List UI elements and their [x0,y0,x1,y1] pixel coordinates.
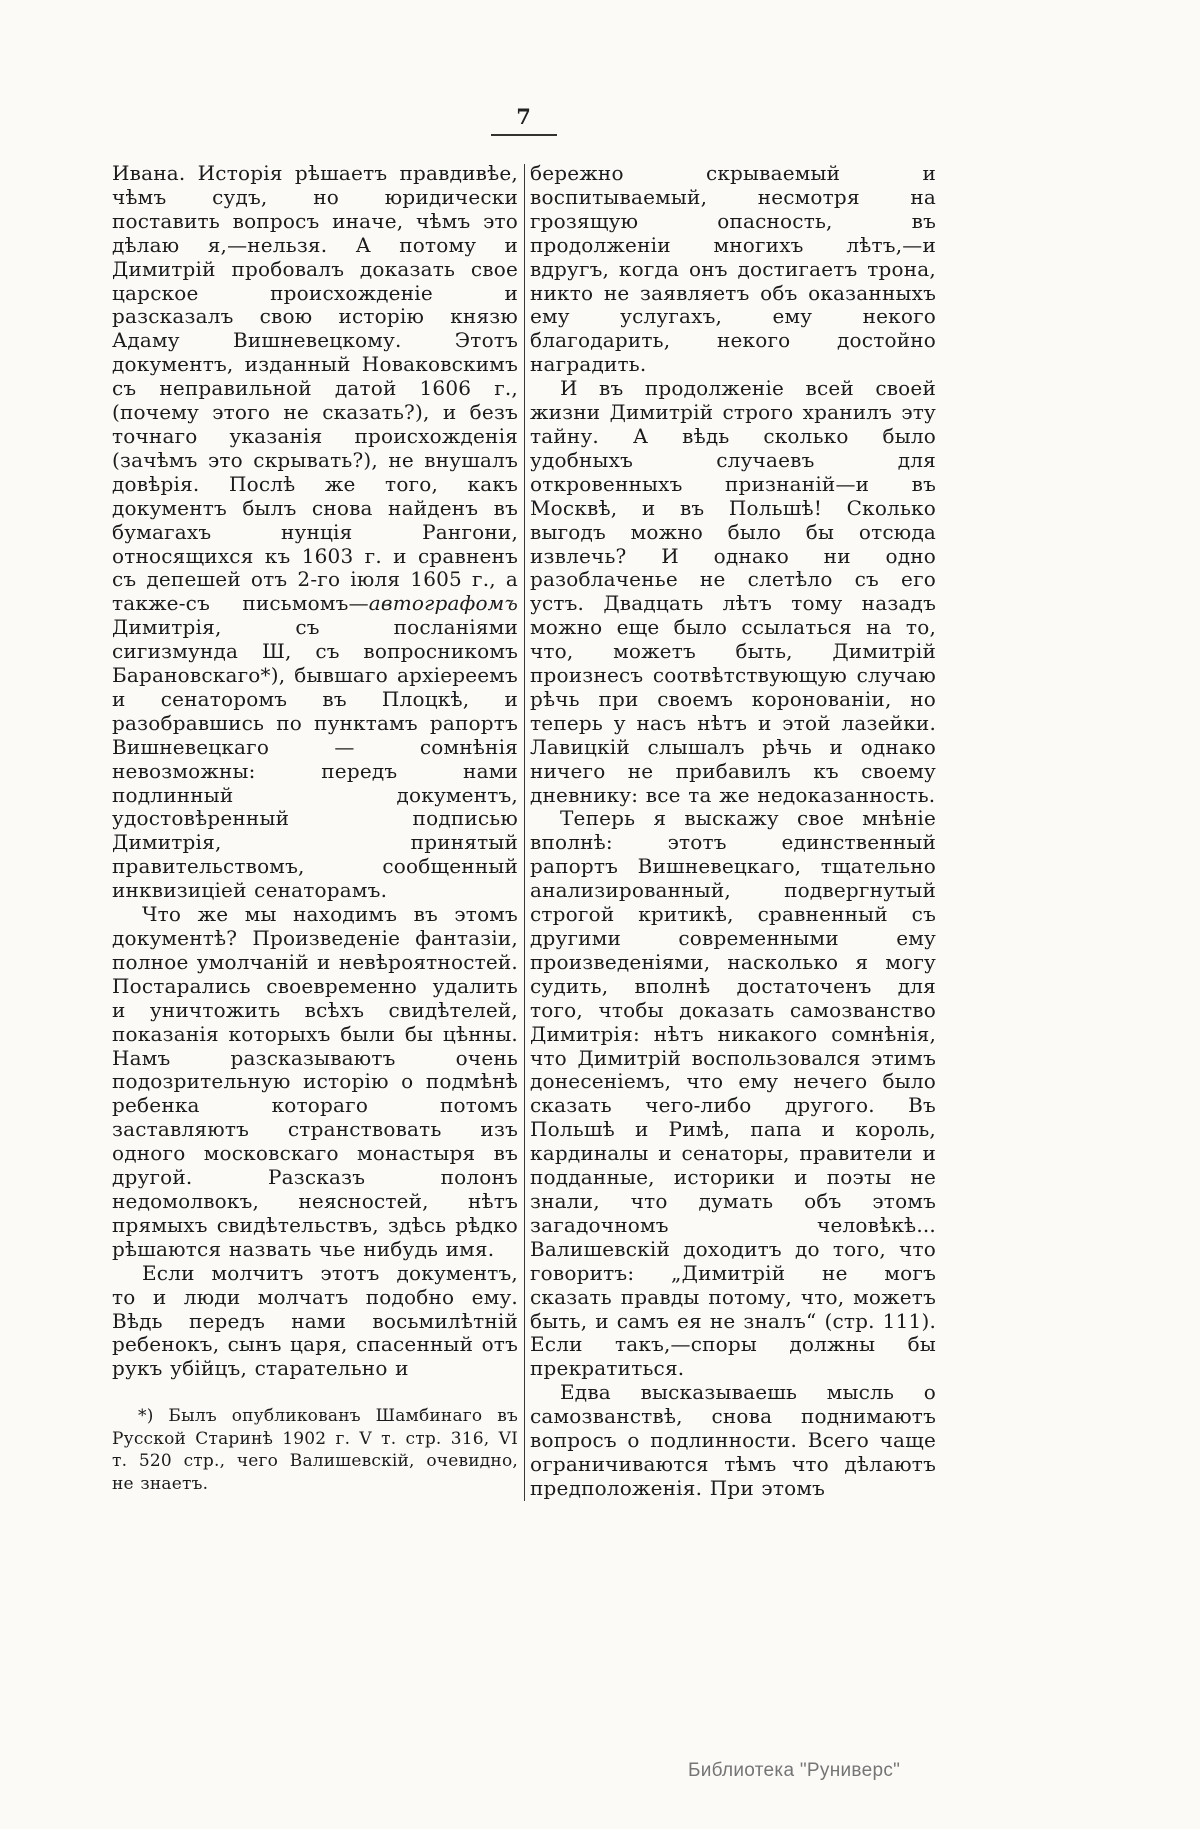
paragraph: бережно скрываемый и воспитываемый, несмотря на грозящую опасность, въ продолженіи многихъ лѣтъ,—и вдругъ, когда онъ достигаетъ трона, никто не заявляетъ объ оказанныхъ ему услугахъ, ему некого благодарить, некого достойно наградить. [530,161,936,377]
footnote-text: *) Былъ опубликованъ Шамбинаго въ Русской Старинѣ 1902 г. V т. стр. 316, VI т. 520 стр., чего Валишевскій, очевидно, не знаетъ. [112,1406,518,1494]
footnote [112,1405,518,1495]
right-column [530,162,936,1501]
paragraph: Теперь я выскажу свое мнѣніе вполнѣ: этотъ единственный рапортъ Вишневецкаго, тщательно анализированный, подвергнутый строгой критикѣ, сравненный съ другими современными ему произведеніями, насколько я могу судить, вполнѣ достаточенъ для того, чтобы доказать самозванство Димитрія: нѣтъ никакого сомнѣнія, что Димитрій воспользовался этимъ донесеніемъ, что ему нечего было сказать чего-либо другого. Въ Польшѣ и Римѣ, папа и король, кардиналы и сенаторы, правители и подданные, историки и поэты не знали, что думать объ этомъ загадочномъ человѣкѣ... Валишевскій доходитъ до того, что говоритъ: „Димитрій не могъ сказать правды потому, что, можетъ быть, и самъ ея не зналъ“ (стр. 111). Если такъ,—споры должны бы прекратиться. [530,806,936,1381]
paragraph: Едва высказываешь мысль о самозванствѣ, снова поднимаютъ вопросъ о подлинности. Всего чаще ограничиваются тѣмъ что дѣлаютъ предположенія. При этомъ [530,1380,936,1500]
page-number: 7 [516,104,532,129]
two-column-text-block [112,162,936,1501]
page-header [112,104,936,136]
library-watermark: Библиотека "Руниверс" [688,1760,901,1781]
paragraph [112,162,518,903]
page-number-rule [491,134,557,136]
italic-word: автографомъ [368,591,518,616]
column-divider-rule [524,164,525,1501]
paragraph: Что же мы находимъ въ этомъ документѣ? Произведеніе фантазіи, полное умолчаній и невѣроятностей. Постарались своевременно удалить и уничтожить всѣхъ свидѣтелей, показанія которыхъ были бы цѣнны. Намъ разсказываютъ очень подозрительную исторію о подмѣнѣ ребенка котораго потомъ заставляютъ странствовать изъ одного московскаго монастыря въ другой. Разсказъ полонъ недомолвокъ, неясностей, нѣтъ прямыхъ свидѣтельствъ, здѣсь рѣдко рѣшаются назвать чье нибудь имя. [112,902,518,1261]
page-content [112,0,936,1501]
left-column [112,162,518,1501]
paragraph-text: Димитрія, съ посланіями сигизмунда Ш, съ вопросникомъ Барановскаго*), бывшаго архіереемъ и сенаторомъ въ Плоцкѣ, и разобравшись по пунктамъ рапортъ Вишневецкаго — сомнѣнія невозможны: передъ нами подлинный документъ, удостовѣренный подписью Димитрія, принятый правительствомъ, сообщенный инквизиціей сенаторамъ. [112,615,518,903]
paragraph: И въ продолженіе всей своей жизни Димитрій строго хранилъ эту тайну. А вѣдь сколько было удобныхъ случаевъ для откровенныхъ признаній—и въ Москвѣ, и въ Польшѣ! Сколько выгодъ можно было бы отсюда извлечь? И однако ни одно разоблаченье не слетѣло съ его устъ. Двадцать лѣтъ тому назадъ можно еще было ссылаться на то, что, можетъ быть, Димитрій произнесъ соотвѣтствующую случаю рѣчь при своемъ коронованіи, но теперь у насъ нѣтъ и этой лазейки. Лавицкій слышалъ рѣчь и однако ничего не прибавилъ къ своему дневнику: все та же недоказанность. [530,376,936,807]
paragraph: Если молчитъ этотъ документъ, то и люди молчатъ подобно ему. Вѣдь передъ нами восьмилѣтній ребенокъ, сынъ царя, спасенный отъ рукъ убійцъ, старательно и [112,1260,518,1381]
paragraph-text: Ивана. Исторія рѣшаетъ правдивѣе, чѣмъ судъ, но юридически поставить вопросъ иначе, чѣмъ это дѣлаю я,—нельзя. А потому и Димитрій пробовалъ доказать свое царское происхожденіе и разсказалъ свою исторію князю Адаму Вишневецкому. Этотъ документъ, изданный Новаковскимъ съ неправильной датой 1606 г., (почему этого не сказать?), и безъ точнаго указанія происхожденія (зачѣмъ это скрывать?), не внушалъ довѣрія. Послѣ же того, какъ документъ былъ снова найденъ въ бумагахъ нунція Рангони, относящихся къ 1603 г. и сравненъ съ депешей отъ 2-го іюля 1605 г., а также-съ письмомъ— [112,161,518,616]
